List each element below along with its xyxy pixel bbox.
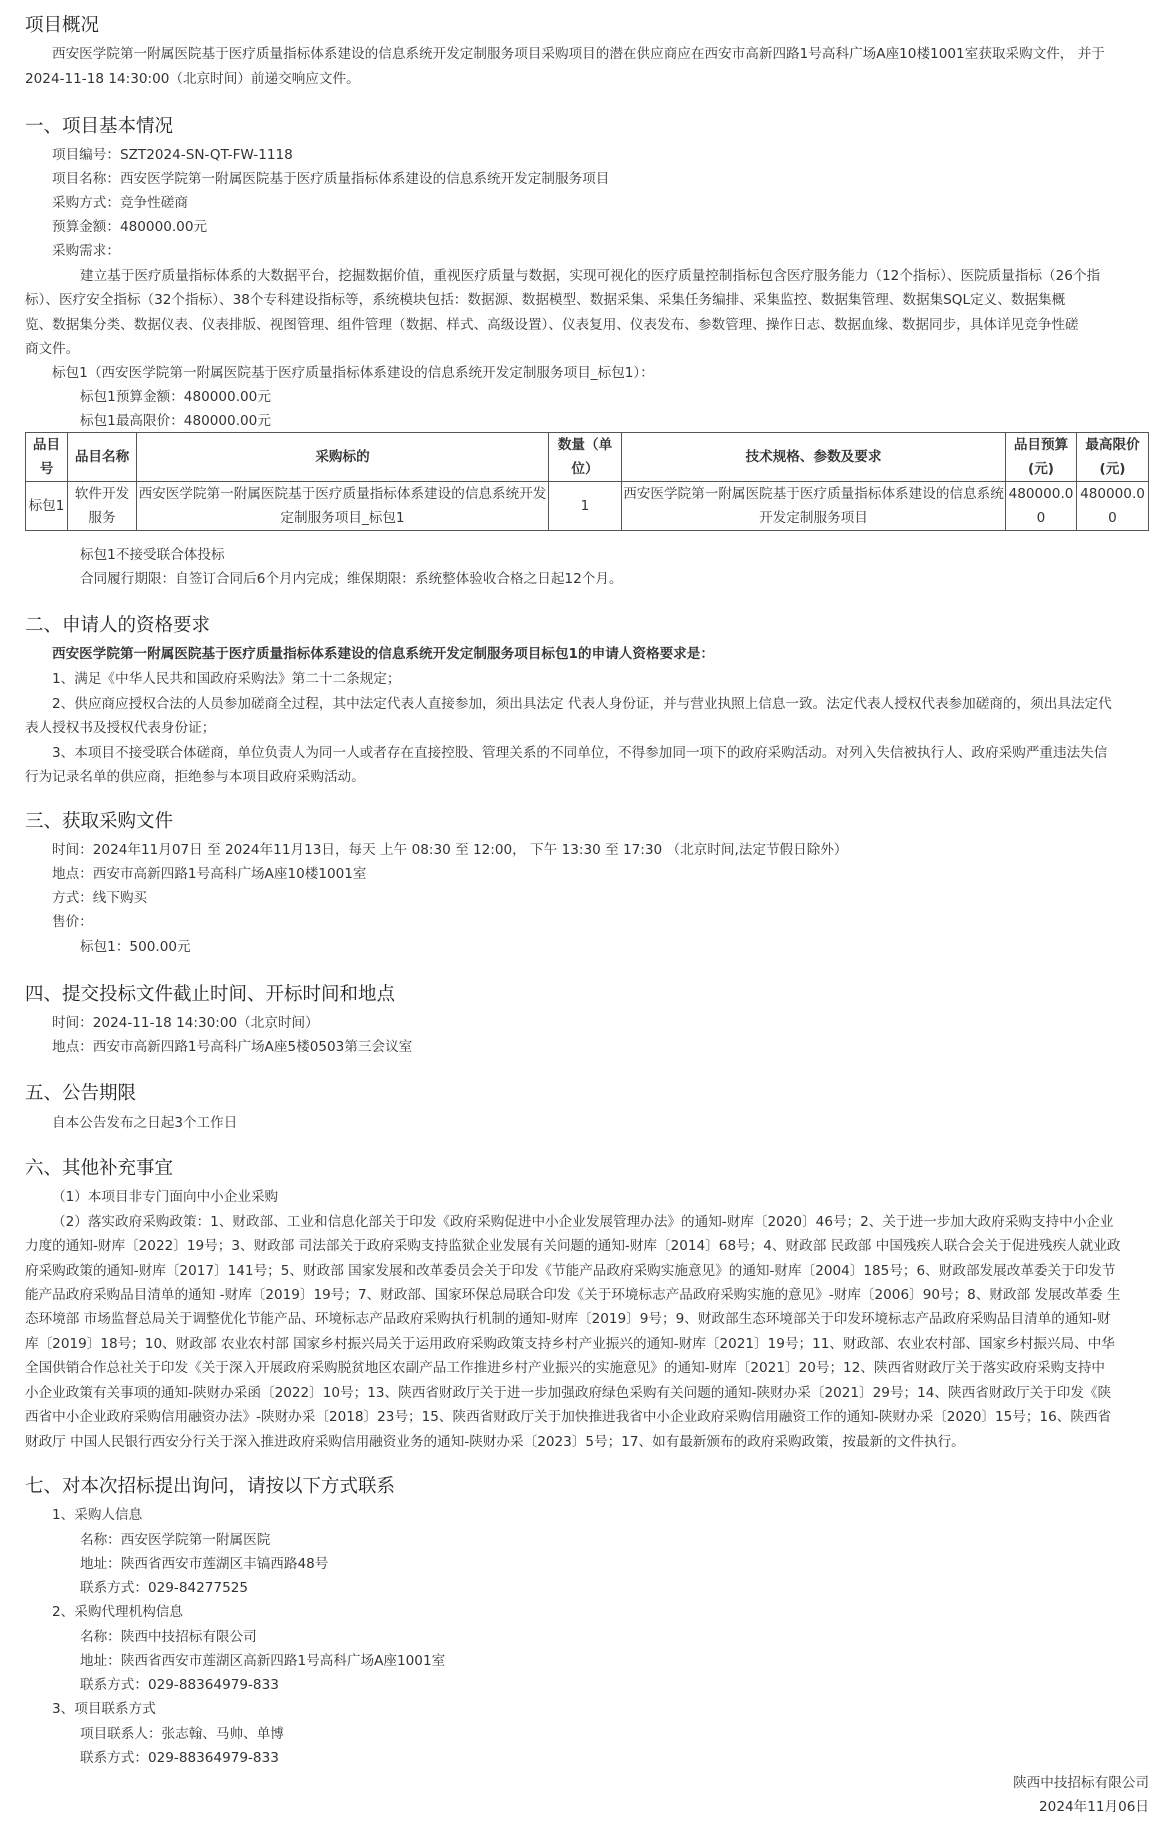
project-number: 项目编号：SZT2024-SN-QT-FW-1118 [52, 147, 293, 163]
policy-line: 全国供销合作总社关于印发《关于深入开展政府采购脱贫地区农副产品工作推进乡村产业振兴的实施意见》的通知-财库〔2021〕20号；12、陕西省财政厅关于落实政府采购支持中 [25, 1360, 1106, 1376]
table-header: 品目号 [26, 433, 68, 482]
table-header: 品目名称 [68, 433, 137, 482]
package-budget: 标包1预算金额：480000.00元 [80, 389, 271, 405]
package-table [25, 432, 1149, 531]
overview-line: 西安医学院第一附属医院基于医疗质量指标体系建设的信息系统开发定制服务项目采购项目的潜在供应商应在西安市高新四路1号高科广场A座10楼1001室获取采购文件， 并于 [52, 46, 1105, 62]
contact-group-title: 1、采购人信息 [52, 1507, 143, 1523]
footer-date: 2024年11月06日 [1039, 1799, 1149, 1815]
project-phone: 联系方式：029-88364979-833 [80, 1750, 279, 1766]
deadline-time: 时间：2024-11-18 14:30:00（北京时间） [52, 1015, 319, 1031]
demand-label: 采购需求： [52, 243, 120, 259]
qualification-item: 表人授权书及授权代表身份证； [25, 720, 216, 736]
table-header-row [26, 433, 1149, 482]
section-7-title: 七、对本次招标提出询问，请按以下方式联系 [25, 1476, 396, 1497]
demand-line: 标）、医疗安全指标（32个指标）、38个专科建设指标等，系统模块包括：数据源、数据模型、数据采集、采集任务编排、采集监控、数据集管理、数据集SQL定义、数据集概 [25, 292, 1066, 308]
notice-period: 自本公告发布之日起3个工作日 [52, 1115, 238, 1131]
section-6-title: 六、其他补充事宜 [25, 1158, 174, 1179]
qualification-item: 3、本项目不接受联合体磋商，单位负责人为同一人或者存在直接控股、管理关系的不同单位，不得参加同一项下的政府采购活动。对列入失信被执行人、政府采购严重违法失信 [52, 745, 1108, 761]
section-4-title: 四、提交投标文件截止时间、开标时间和地点 [25, 984, 396, 1005]
table-row [26, 482, 1149, 531]
purchaser-phone: 联系方式：029-84277525 [80, 1580, 249, 1596]
agency-name: 名称：陕西中技招标有限公司 [80, 1629, 257, 1645]
section-1-title: 一、项目基本情况 [25, 116, 174, 137]
table-cell: 标包1 [26, 482, 68, 531]
table-header: 数量（单位） [549, 433, 622, 482]
policy-line: 财政厅 中国人民银行西安分行关于深入推进政府采购信用融资业务的通知-陕财办采〔2023〕5号；17、如有最新颁布的政府采购政策，按最新的文件执行。 [25, 1434, 965, 1450]
qualification-intro: 西安医学院第一附属医院基于医疗质量指标体系建设的信息系统开发定制服务项目标包1的申请人资格要求是： [52, 646, 714, 662]
doc-place: 地点：西安市高新四路1号高科广场A座10楼1001室 [52, 866, 367, 882]
policy-line: 府采购政策的通知-财库〔2017〕141号；5、财政部 国家发展和改革委员会关于印发《节能产品政府采购实施意见》的通知-财库〔2004〕185号；6、财政部发展改革委关于印发节 [25, 1263, 1116, 1279]
section-5-title: 五、公告期限 [25, 1083, 137, 1104]
no-consortium-note: 标包1不接受联合体投标 [80, 547, 225, 563]
contact-group-title: 3、项目联系方式 [52, 1701, 156, 1717]
overview-title: 项目概况 [25, 15, 100, 36]
agency-address: 地址：陕西省西安市莲湖区高新四路1号高科广场A座1001室 [80, 1653, 446, 1669]
doc-price-label: 售价： [52, 914, 93, 930]
project-name: 项目名称：西安医学院第一附属医院基于医疗质量指标体系建设的信息系统开发定制服务项目 [52, 171, 610, 187]
budget-amount: 预算金额：480000.00元 [52, 219, 208, 235]
contract-period: 合同履行期限：自签订合同后6个月内完成；维保期限：系统整体验收合格之日起12个月。 [80, 571, 623, 587]
doc-time: 时间：2024年11月07日 至 2024年11月13日，每天 上午 08:30 至 12:00， 下午 13:30 至 17:30 （北京时间,法定节假日除外） [52, 842, 848, 858]
policy-line: 能产品政府采购品目清单的通知 -财库〔2019〕19号；7、财政部、国家环保总局联合印发《关于环境标志产品政府采购实施的意见》-财库〔2006〕90号；8、财政部 发展改革委 生 [25, 1287, 1121, 1303]
project-contacts: 项目联系人：张志翰、马帅、单博 [80, 1726, 284, 1742]
section-2-title: 二、申请人的资格要求 [25, 615, 211, 636]
table-cell: 1 [549, 482, 622, 531]
policy-line: 态环境部 市场监督总局关于调整优化节能产品、环境标志产品政府采购执行机制的通知-财库〔2019〕9号；9、财政部生态环境部关于印发环境标志产品政府采购品目清单的通知-财 [25, 1311, 1111, 1327]
qualification-item: 2、供应商应授权合法的人员参加磋商全过程，其中法定代表人直接参加，须出具法定 代表人身份证，并与营业执照上信息一致。法定代表人授权代表参加磋商的，须出具法定代 [52, 696, 1112, 712]
table-header: 采购标的 [137, 433, 549, 482]
purchaser-address: 地址：陕西省西安市莲湖区丰镐西路48号 [80, 1556, 329, 1572]
policy-line: （2）落实政府采购政策：1、财政部、工业和信息化部关于印发《政府采购促进中小企业发展管理办法》的通知-财库〔2020〕46号；2、关于进一步加大政府采购支持中小企业 [52, 1214, 1114, 1230]
table-cell: 西安医学院第一附属医院基于医疗质量指标体系建设的信息系统开发定制服务项目 [622, 482, 1006, 531]
table-header: 最高限价(元) [1077, 433, 1149, 482]
demand-line: 商文件。 [25, 341, 80, 357]
package-max-price: 标包1最高限价：480000.00元 [80, 413, 271, 429]
overview-line: 2024-11-18 14:30:00（北京时间）前递交响应文件。 [25, 71, 360, 87]
policy-line: 西省中小企业政府采购信用融资办法》-陕财办采〔2018〕23号；15、陕西省财政厅关于加快推进我省中小企业政府采购信用融资工作的通知-陕财办采〔2020〕15号；16、陕西省 [25, 1409, 1112, 1425]
policy-line: 库〔2019〕18号；10、财政部 农业农村部 国家乡村振兴局关于运用政府采购政策支持乡村产业振兴的通知-财库〔2021〕19号；11、财政部、农业农村部、国家乡村振兴局、中华 [25, 1336, 1115, 1352]
qualification-item: 1、满足《中华人民共和国政府采购法》第二十二条规定； [52, 671, 401, 687]
doc-price: 标包1：500.00元 [80, 939, 191, 955]
policy-line: 力度的通知-财库〔2022〕19号；3、财政部 司法部关于政府采购支持监狱企业发展有关问题的通知-财库〔2014〕68号；4、财政部 民政部 中国残疾人联合会关于促进残疾人就业政 [25, 1238, 1121, 1254]
purchaser-name: 名称：西安医学院第一附属医院 [80, 1532, 271, 1548]
policy-line: 小企业政策有关事项的通知-陕财办采函〔2022〕10号；13、陕西省财政厅关于进一步加强政府绿色采购有关问题的通知-陕财办采〔2021〕29号；14、陕西省财政厅关于印发《陕 [25, 1385, 1112, 1401]
table-header: 品目预算(元) [1006, 433, 1077, 482]
doc-way: 方式：线下购买 [52, 890, 148, 906]
procurement-method: 采购方式：竞争性磋商 [52, 195, 188, 211]
contact-group-title: 2、采购代理机构信息 [52, 1604, 183, 1620]
demand-line: 建立基于医疗质量指标体系的大数据平台，挖掘数据价值，重视医疗质量与数据，实现可视化的医疗质量控制指标包含医疗服务能力（12个指标）、医院质量指标（26个指 [80, 268, 1101, 284]
package-title: 标包1（西安医学院第一附属医院基于医疗质量指标体系建设的信息系统开发定制服务项目_标包1）： [52, 365, 654, 381]
demand-line: 览、数据集分类、数据仪表、仪表排版、视图管理、组件管理（数据、样式、高级设置）、仪表复用、仪表发布、参数管理、操作日志、数据血缘、数据同步，具体详见竞争性磋 [25, 317, 1079, 333]
deadline-place: 地点：西安市高新四路1号高科广场A座5楼0503第三会议室 [52, 1039, 413, 1055]
table-cell: 软件开发服务 [68, 482, 137, 531]
table-cell: 西安医学院第一附属医院基于医疗质量指标体系建设的信息系统开发定制服务项目_标包1 [137, 482, 549, 531]
table-cell: 480000.00 [1006, 482, 1077, 531]
footer-company: 陕西中技招标有限公司 [1013, 1775, 1149, 1791]
table-cell: 480000.00 [1077, 482, 1149, 531]
supplement-item: （1）本项目非专门面向中小企业采购 [52, 1189, 279, 1205]
qualification-item: 行为记录名单的供应商，拒绝参与本项目政府采购活动。 [25, 769, 365, 785]
section-3-title: 三、获取采购文件 [25, 811, 174, 832]
agency-phone: 联系方式：029-88364979-833 [80, 1677, 279, 1693]
table-header: 技术规格、参数及要求 [622, 433, 1006, 482]
